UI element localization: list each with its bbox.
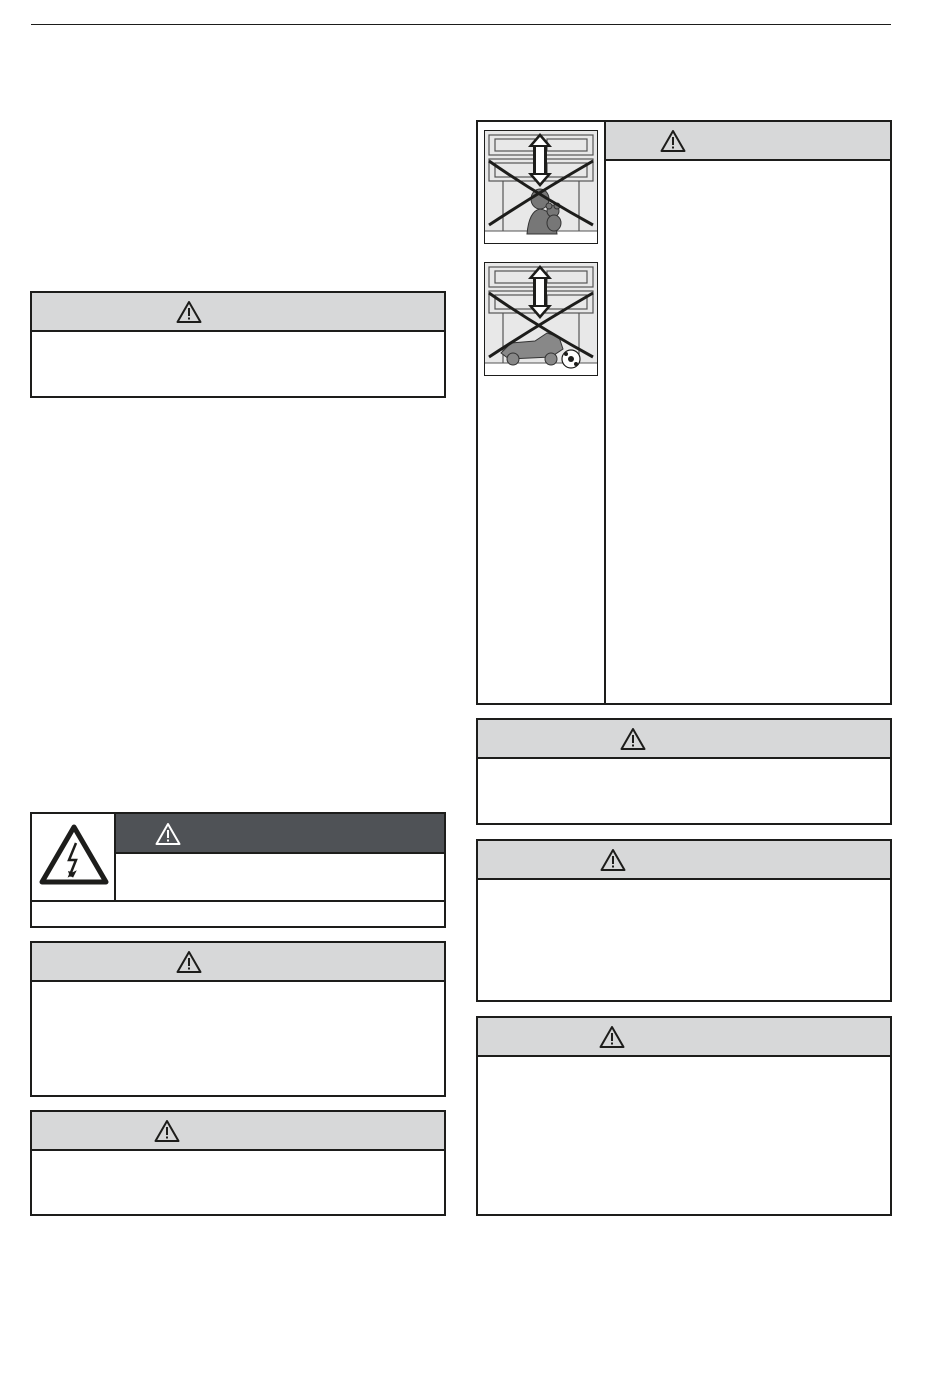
warning-triangle-icon (599, 1025, 625, 1049)
warning-header (478, 841, 890, 880)
warning-header (478, 1018, 890, 1057)
no-children-under-door-icon (484, 130, 598, 244)
high-voltage-icon (39, 824, 109, 886)
warning-triangle-icon (620, 727, 646, 751)
door-safety-warning-box (476, 120, 892, 705)
warning-box-1 (30, 291, 446, 398)
warning-text (32, 332, 444, 348)
pictogram-column (478, 122, 606, 703)
warning-box-5 (476, 839, 892, 1002)
warning-triangle-icon (154, 1119, 180, 1143)
warning-box-2 (30, 941, 446, 1097)
warning-text (606, 161, 890, 177)
warning-text (478, 759, 890, 775)
warning-box-6 (476, 1016, 892, 1216)
warning-text (32, 1151, 444, 1167)
warning-box-3 (30, 1110, 446, 1216)
warning-triangle-icon (660, 129, 686, 153)
no-objects-under-door-icon (484, 262, 598, 376)
warning-header (32, 1112, 444, 1151)
electric-symbol-cell (32, 814, 116, 900)
warning-header (478, 720, 890, 759)
warning-text (478, 1057, 890, 1073)
warning-triangle-icon (155, 822, 181, 846)
header-rule (31, 24, 891, 25)
warning-header (116, 814, 444, 854)
warning-triangle-icon (600, 848, 626, 872)
warning-header (606, 122, 890, 161)
warning-box-4 (476, 718, 892, 825)
warning-text (32, 982, 444, 998)
warning-text (478, 880, 890, 896)
electric-warning-box (30, 812, 446, 928)
warning-header (32, 943, 444, 982)
warning-triangle-icon (176, 300, 202, 324)
warning-header (32, 293, 444, 332)
warning-text (116, 854, 136, 870)
divider (32, 900, 444, 902)
warning-triangle-icon (176, 950, 202, 974)
